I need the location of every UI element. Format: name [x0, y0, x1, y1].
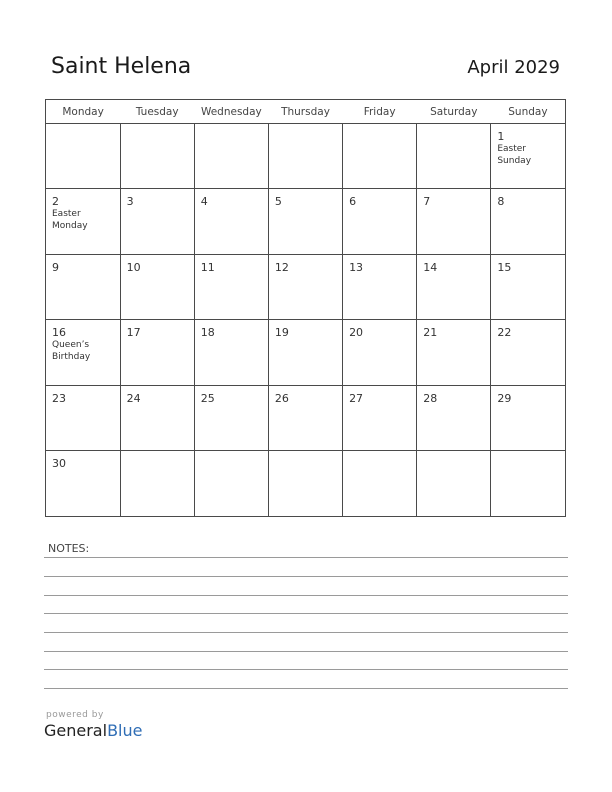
calendar-day-cell	[46, 451, 120, 516]
notes-line	[44, 595, 568, 596]
day-number: 13	[349, 260, 364, 274]
calendar-day-cell	[46, 320, 120, 385]
calendar-day-cell	[491, 124, 565, 189]
day-number: 5	[274, 195, 282, 209]
calendar-week-row	[46, 189, 565, 254]
calendar-day-cell	[491, 320, 565, 385]
day-number: 29	[497, 391, 512, 405]
calendar-day-cell	[343, 320, 417, 385]
day-number: 24	[126, 391, 141, 405]
day-number: 30	[52, 457, 66, 471]
day-number: 10	[126, 260, 141, 274]
calendar-day-cell	[268, 320, 342, 385]
generalblue-logo	[44, 721, 142, 740]
day-number: 6	[349, 195, 357, 209]
calendar-week-row	[46, 320, 565, 385]
weekday-header: Tuesday	[120, 100, 194, 124]
calendar-day-cell	[491, 189, 565, 254]
day-number: 8	[497, 195, 505, 209]
calendar-day-cell	[491, 451, 565, 516]
calendar-day-cell	[120, 385, 194, 450]
notes-line	[44, 688, 568, 689]
notes-line	[44, 576, 568, 577]
logo-blue-text: Blue	[107, 721, 143, 740]
calendar-day-cell	[343, 254, 417, 319]
logo-general-text: General	[44, 721, 108, 740]
day-number: 19	[274, 326, 289, 340]
day-number: 28	[423, 391, 438, 405]
powered-by-text: powered by	[46, 710, 104, 720]
calendar-week-row	[46, 451, 565, 516]
calendar-week-row	[46, 124, 565, 189]
day-number: 7	[423, 195, 431, 209]
calendar-day-cell	[343, 189, 417, 254]
day-number: 15	[497, 260, 512, 274]
calendar-day-cell	[46, 385, 120, 450]
calendar-day-cell	[417, 124, 491, 189]
calendar-day-cell	[268, 254, 342, 319]
calendar-day-cell	[120, 124, 194, 189]
calendar-day-cell	[268, 451, 342, 516]
calendar-day-cell	[194, 385, 268, 450]
calendar-day-cell	[417, 451, 491, 516]
notes-line	[44, 669, 568, 670]
calendar-day-cell	[194, 451, 268, 516]
day-number: 2	[52, 195, 59, 209]
day-number: 26	[274, 391, 289, 405]
day-number: 14	[423, 260, 438, 274]
calendar-day-cell	[268, 124, 342, 189]
calendar-day-cell	[417, 254, 491, 319]
calendar-week-row	[46, 385, 565, 450]
calendar-day-cell	[268, 385, 342, 450]
weekday-header: Monday	[46, 100, 120, 124]
day-number: 3	[126, 195, 134, 209]
weekday-header: Thursday	[268, 100, 342, 124]
day-number: 9	[52, 260, 59, 274]
day-number: 25	[200, 391, 215, 405]
calendar-day-cell	[46, 189, 120, 254]
holiday-label: Easter Monday	[52, 209, 88, 232]
day-number: 17	[126, 326, 141, 340]
calendar-day-cell	[343, 124, 417, 189]
weekday-header: Sunday	[491, 100, 565, 124]
notes-line	[44, 651, 568, 652]
weekday-header: Saturday	[417, 100, 491, 124]
calendar-day-cell	[343, 451, 417, 516]
day-number: 23	[52, 391, 66, 405]
calendar-day-cell	[120, 189, 194, 254]
calendar-day-cell	[120, 451, 194, 516]
holiday-label: Queen’s Birthday	[52, 340, 91, 363]
notes-line	[44, 613, 568, 614]
holiday-label: Easter Sunday	[497, 144, 532, 166]
calendar-table	[46, 100, 565, 516]
day-number: 16	[52, 326, 66, 340]
notes-line	[44, 557, 568, 558]
calendar-day-cell	[194, 189, 268, 254]
calendar-day-cell	[343, 385, 417, 450]
calendar-day-cell	[46, 124, 120, 189]
calendar-day-cell	[46, 254, 120, 319]
weekday-header-row	[46, 100, 565, 124]
day-number: 1	[497, 130, 505, 143]
calendar-week-row	[46, 254, 565, 319]
notes-line	[44, 632, 568, 633]
calendar-day-cell	[268, 189, 342, 254]
day-number: 4	[200, 195, 208, 209]
weekday-header: Friday	[343, 100, 417, 124]
calendar-day-cell	[417, 320, 491, 385]
day-number: 22	[497, 326, 512, 340]
calendar-day-cell	[417, 385, 491, 450]
day-number: 18	[200, 326, 215, 340]
calendar-day-cell	[194, 124, 268, 189]
notes-label: NOTES:	[48, 542, 90, 555]
calendar-day-cell	[194, 320, 268, 385]
day-number: 12	[274, 260, 289, 274]
day-number: 11	[200, 260, 215, 274]
calendar-day-cell	[120, 254, 194, 319]
day-number: 21	[423, 326, 438, 340]
weekday-header: Wednesday	[194, 100, 268, 124]
calendar-day-cell	[120, 320, 194, 385]
calendar-day-cell	[491, 254, 565, 319]
calendar-day-cell	[417, 189, 491, 254]
calendar-day-cell	[194, 254, 268, 319]
day-number: 20	[349, 326, 364, 340]
day-number: 27	[349, 391, 364, 405]
calendar-location-title: Saint Helena	[51, 54, 192, 79]
calendar-month-title: April 2029	[467, 57, 560, 78]
calendar-day-cell	[491, 385, 565, 450]
month-calendar-grid	[45, 99, 566, 517]
